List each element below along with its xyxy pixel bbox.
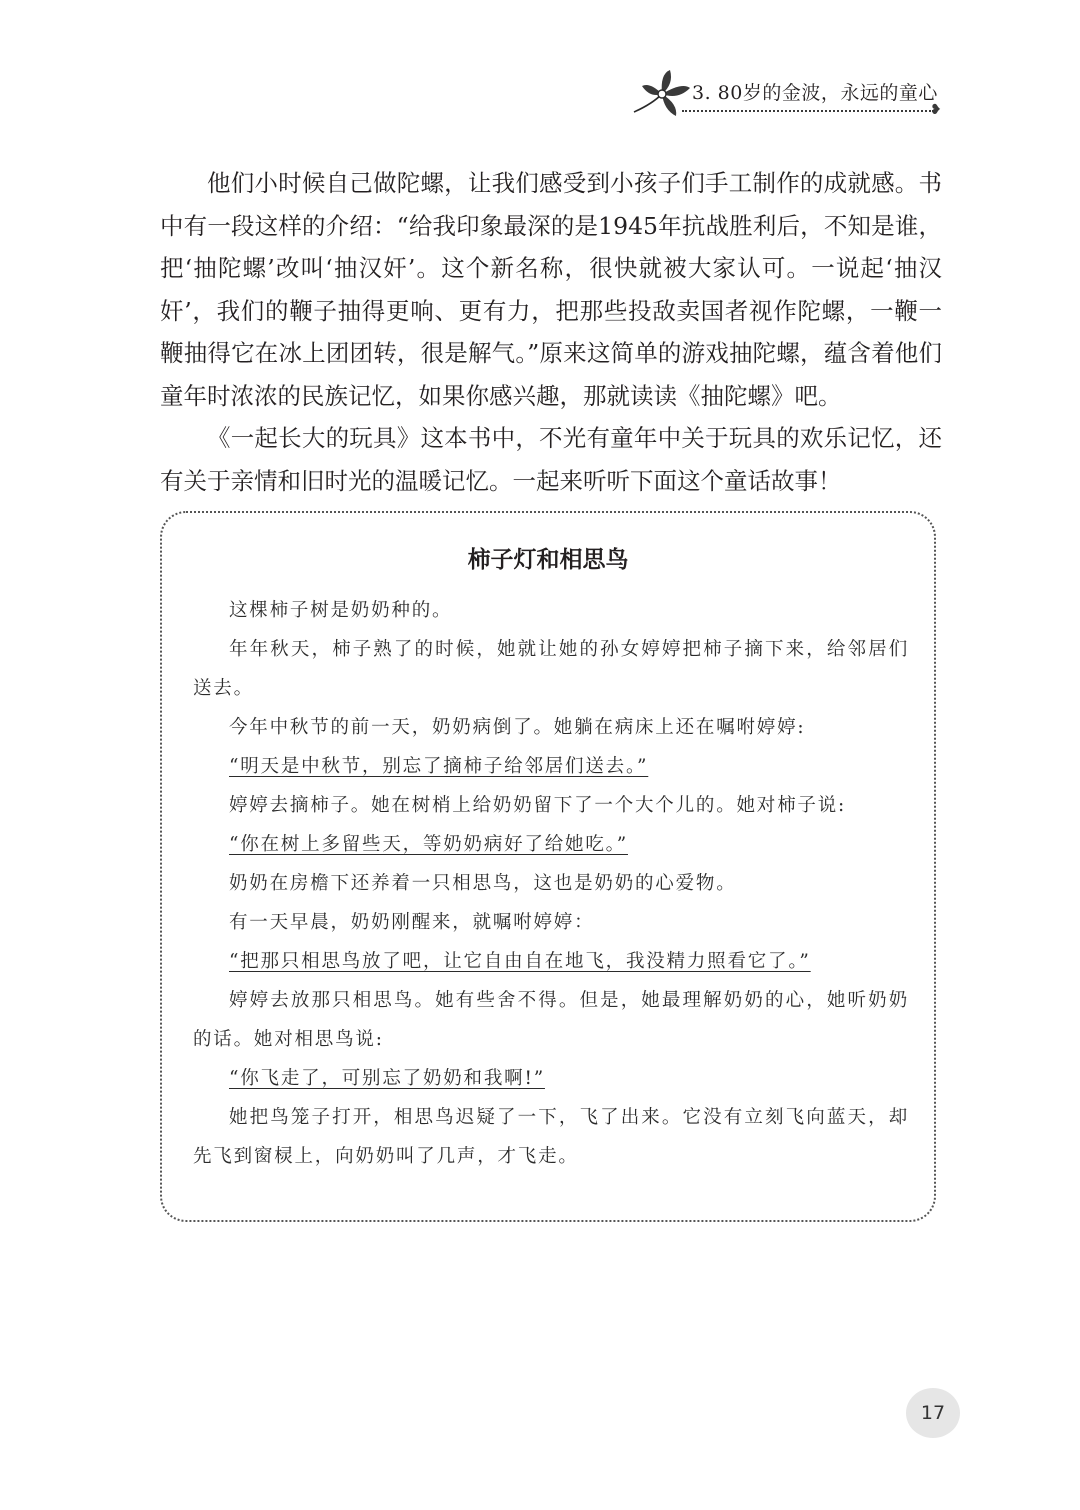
story-quote [193, 747, 909, 786]
header-dotted-rule [682, 110, 934, 112]
paragraph: 他们小时候自己做陀螺，让我们感受到小孩子们手工制作的成就感。书中有一段这样的介绍：“给我印象最深的是1945年抗战胜利后，不知是谁，把‘抽陀螺’改叫‘抽汉奸’。这个新名称，很快就被大家认可。一说起‘抽汉奸’，我们的鞭子抽得更响、更有力，把那些投敌卖国者视作陀螺，一鞭一鞭抽得它在冰上团团转，很是解气。”原来这简单的游戏抽陀螺，蕴含着他们童年时浓浓的民族记忆，如果你感兴趣，那就读读《抽陀螺》吧。 [160, 169, 942, 410]
quote-text: “你在树上多留些天，等奶奶病好了给她吃。” [229, 834, 628, 855]
leaf-flower-icon [630, 68, 694, 120]
story-quote [193, 1059, 909, 1098]
paragraph: 《一起长大的玩具》这本书中，不光有童年中关于玩具的欢乐记忆，还有关于亲情和旧时光的温暖记忆。一起来听听下面这个童话故事！ [160, 424, 942, 495]
rule-end-ornament: ❥ [930, 102, 942, 118]
story-paragraph: 这棵柿子树是奶奶种的。 [229, 600, 453, 621]
running-header [630, 68, 950, 128]
story-paragraph: 她把鸟笼子打开，相思鸟迟疑了一下，飞了出来。它没有立刻飞向蓝天，却先飞到窗棂上，向奶奶叫了几声，才飞走。 [193, 1107, 909, 1167]
story-quote [193, 942, 909, 981]
quote-text: “你飞走了，可别忘了奶奶和我啊!” [229, 1068, 545, 1089]
story-box [160, 511, 936, 1222]
story-paragraph: 婷婷去放那只相思鸟。她有些舍不得。但是，她最理解奶奶的心，她听奶奶的话。她对相思鸟说: [193, 990, 909, 1050]
page-number: 17 [906, 1388, 960, 1438]
quote-text: “把那只相思鸟放了吧，让它自由自在地飞，我没精力照看它了。” [229, 951, 811, 972]
story-paragraph: 有一天早晨，奶奶刚醒来，就嘱咐婷婷： [229, 912, 595, 933]
chapter-title: 3. 80岁的金波，永远的童心 [692, 82, 938, 104]
story-quote [193, 825, 909, 864]
quote-text: “明天是中秋节，别忘了摘柿子给邻居们送去。” [229, 756, 649, 777]
story-body [193, 591, 909, 1176]
story-paragraph: 年年秋天，柿子熟了的时候，她就让她的孙女婷婷把柿子摘下来，给邻居们送去。 [193, 639, 909, 699]
story-title: 柿子灯和相思鸟 [467, 546, 629, 573]
main-text [160, 162, 942, 502]
story-paragraph: 婷婷去摘柿子。她在树梢上给奶奶留下了一个大个儿的。她对柿子说: [229, 795, 847, 816]
story-paragraph: 奶奶在房檐下还养着一只相思鸟，这也是奶奶的心爱物。 [229, 873, 737, 894]
story-paragraph: 今年中秋节的前一天，奶奶病倒了。她躺在病床上还在嘱咐婷婷: [229, 717, 806, 738]
